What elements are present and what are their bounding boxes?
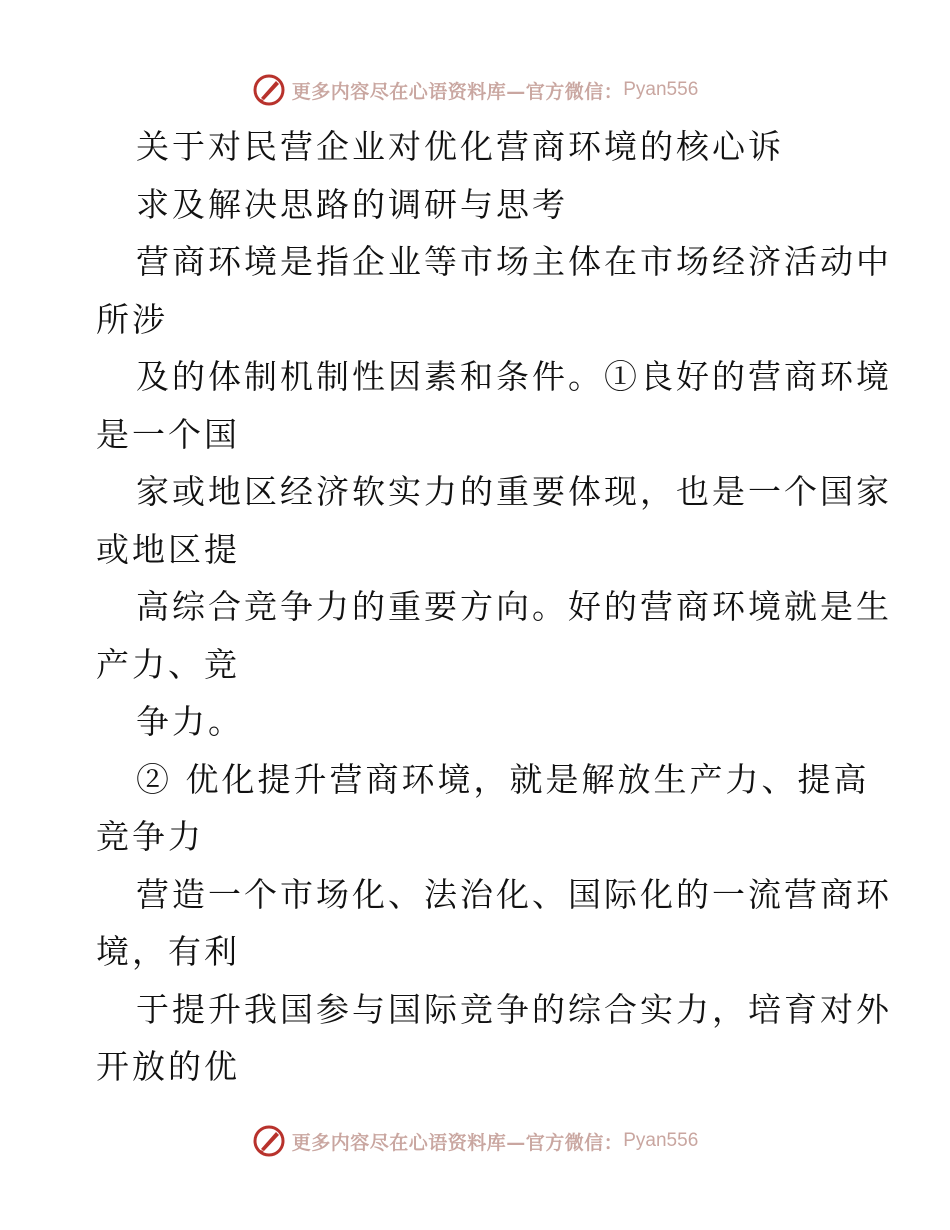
footer-banner <box>0 1121 950 1161</box>
text-line: ② 优化提升营商环境，就是解放生产力、提高 <box>136 759 870 799</box>
quill-seal-icon <box>252 1124 286 1158</box>
text-line: 竞争力 <box>96 817 204 856</box>
text-line: 争力。 <box>136 702 244 741</box>
footer-wechat-id: Pyan556 <box>623 1130 699 1151</box>
text-line: 营造一个市场化、法治化、国际化的一流营商环 <box>136 874 892 914</box>
text-line: 是一个国 <box>96 414 240 454</box>
footer-banner-text: 更多内容尽在心语资料库—官方微信： <box>291 1131 624 1154</box>
header-banner <box>0 70 950 110</box>
text-line: 于提升我国参与国际竞争的综合实力，培育对外 <box>136 989 892 1029</box>
text-line: 开放的优 <box>96 1047 240 1086</box>
text-line: 所涉 <box>96 299 168 339</box>
quill-seal-icon <box>252 73 286 107</box>
text-line: 或地区提 <box>96 529 240 569</box>
text-line: 产力、竞 <box>96 644 240 684</box>
text-line: 营商环境是指企业等市场主体在市场经济活动中 <box>136 242 892 281</box>
body-text <box>96 118 892 1096</box>
text-line: 关于对民营企业对优化营商环境的核心诉 <box>136 127 784 166</box>
text-line: 家或地区经济软实力的重要体现，也是一个国家 <box>136 472 892 511</box>
text-line: 求及解决思路的调研与思考 <box>136 184 568 224</box>
header-wechat-id: Pyan556 <box>623 79 699 100</box>
text-line: 及的体制机制性因素和条件。①良好的营商环境 <box>136 357 892 396</box>
header-banner-text: 更多内容尽在心语资料库—官方微信： <box>291 80 624 103</box>
text-line: 高综合竞争力的重要方向。好的营商环境就是生 <box>136 587 892 626</box>
text-line: 境，有利 <box>96 932 240 971</box>
